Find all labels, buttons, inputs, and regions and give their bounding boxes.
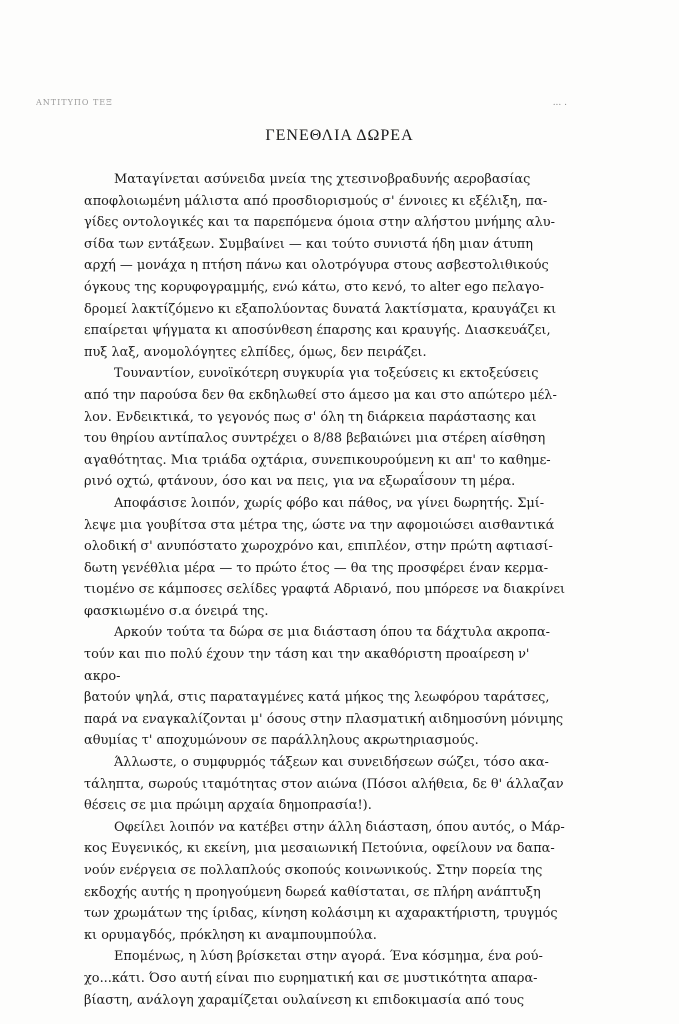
paragraph: Άλλωστε, ο συμφυρμός τάξεων και συνειδήσεων σώζει, τόσο ακα- τάληπτα, σωρούς ιταμότητας στον αιώνα (Πόσοι αλήθεια, δε θ' άλλαζαν θέσεις σε μια πρώιμη αρχαία δημοπρασία!). [84,755,564,814]
page-title: ΓΕΝΕΘΛΙΑ ΔΩΡΕΑ [265,127,414,144]
paragraph: Αρκούν τούτα τα δώρα σε μια διάσταση όπου τα δάχτυλα ακροπα- τούν και πιο πολύ έχουν την τάση και την ακαθόριστη προαίρεση ν' ακρο- βατούν ψηλά, στις παραταγμένες κατά μήκος της λεωφόρου ταράτσες, παρά να εναγκαλίζονται μ' όσους στην πλασματική αιδημοσύνη μόνιμης αθυμίας τ' αποχυμώνουν σε παράλληλους ακρωτηριασμούς. [84,625,564,749]
running-head: ΑΝΤΙΤΥΠΟ ΤΕΞ [36,98,113,106]
paragraph: Αποφάσισε λοιπόν, χωρίς φόβο και πάθος, να γίνει δωρητής. Σμί- λεψε μια γουβίτσα στα μέτρα της, ώστε να την αφομοιώσει αισθαντικά ολοδική σ' ανυπόστατο χωροχρόνο και, επιπλέον, στην πρώτη αφτιασί- δωτη γενέθλια μέρα — το πρώτο έτος — θα της προσφέρει έναν κερμα- τιομένο σε κάμποσες σελίδες γραφτά Αδριανό, που μπόρεσε να διακρίνει φασκιωμένο σ.α όνειρά της. [84,495,566,619]
paragraph: Επομένως, η λύση βρίσκεται στην αγορά. Ένα κόσμημα, ένα ρού- χο...κάτι. Όσο αυτή είναι πιο ευρηματική και σε μυστικότητα απαρα- βίαστη, ανάλογη χαραμίζεται ουλαίνεση κι επιδοκιμασία από τους [84,949,543,1008]
page-mark: ... . [552,98,567,108]
paragraph: Οφείλει λοιπόν να κατέβει στην άλλη διάσταση, όπου αυτός, ο Μάρ- κος Ευγενικός, κι εκείνη, μια μεσαιωνική Πετούνια, οφείλουν να δαπα- νούν ενέργεια σε πολλαπλούς σκοπούς κοινωνικούς. Στην πορεία της εκδοχής αυτής η προηγούμενη δωρεά καθίσταται, σε πλήρη ανάπτυξη των χρωμάτων της ίριδας, κίνηση κολάσιμη κι αχαρακτήριστη, τρυγμός κι ορυμαγδός, πρόκληση κι αναμπουμπούλα. [84,819,565,943]
paragraph: Ματαγίνεται ασύνειδα μνεία της χτεσινοβραδυνής αεροβασίας αποφλοιωμένη μάλιστα από προσδιορισμούς σ' έννοιες κι εξέλιξη, πα- γίδες οντολογικές και τα παρεπόμενα όμοια στην αλήστου μνήμης αλυ- σίδα των εντάξεων. Συμβαίνει — και τούτο συνιστά ήδη μιαν άτυπη αρχή — μονάχα η πτήση πάνω και ολοτρόγυρα στους ασβεστολιθικούς όγκους της κορυφογραμμής, ενώ κάτω, στο κενό, το alter ego πελαγο- δρομεί λακτίζόμενο κι εξαπολύοντας δυνατά λακτίσματα, κραυγάζει κι επαίρεται ψήγματα κι αποσύνθεση έπαρσης και κραυγής. Διασκευάζει, πυξ λαξ, ανομολόγητες ελπίδες, όμως, δεν πειράζει. [84,172,557,360]
body-text [84,169,566,1011]
paragraph: Τουναντίον, ευνοϊκότερη συγκυρία για τοξεύσεις κι εκτοξεύσεις από την παρούσα δεν θα εκδηλωθεί στο άμεσο μα και στο απώτερο μέλ- λον. Ενδεικτικά, το γεγονός πως σ' όλη τη διάρκεια παράστασης και του θηρίου αντίπαλος συντρέχει ο 8/88 βεβαιώνει μια στέρεη αίσθηση αγαθότητας. Μια τριάδα οχτάρια, συνεπικουρούμενη κι απ' το καθημε- ρινό οχτώ, φτάνουν, όσο και να πεις, για να εξωραΐσουν τη μέρα. [84,366,557,490]
